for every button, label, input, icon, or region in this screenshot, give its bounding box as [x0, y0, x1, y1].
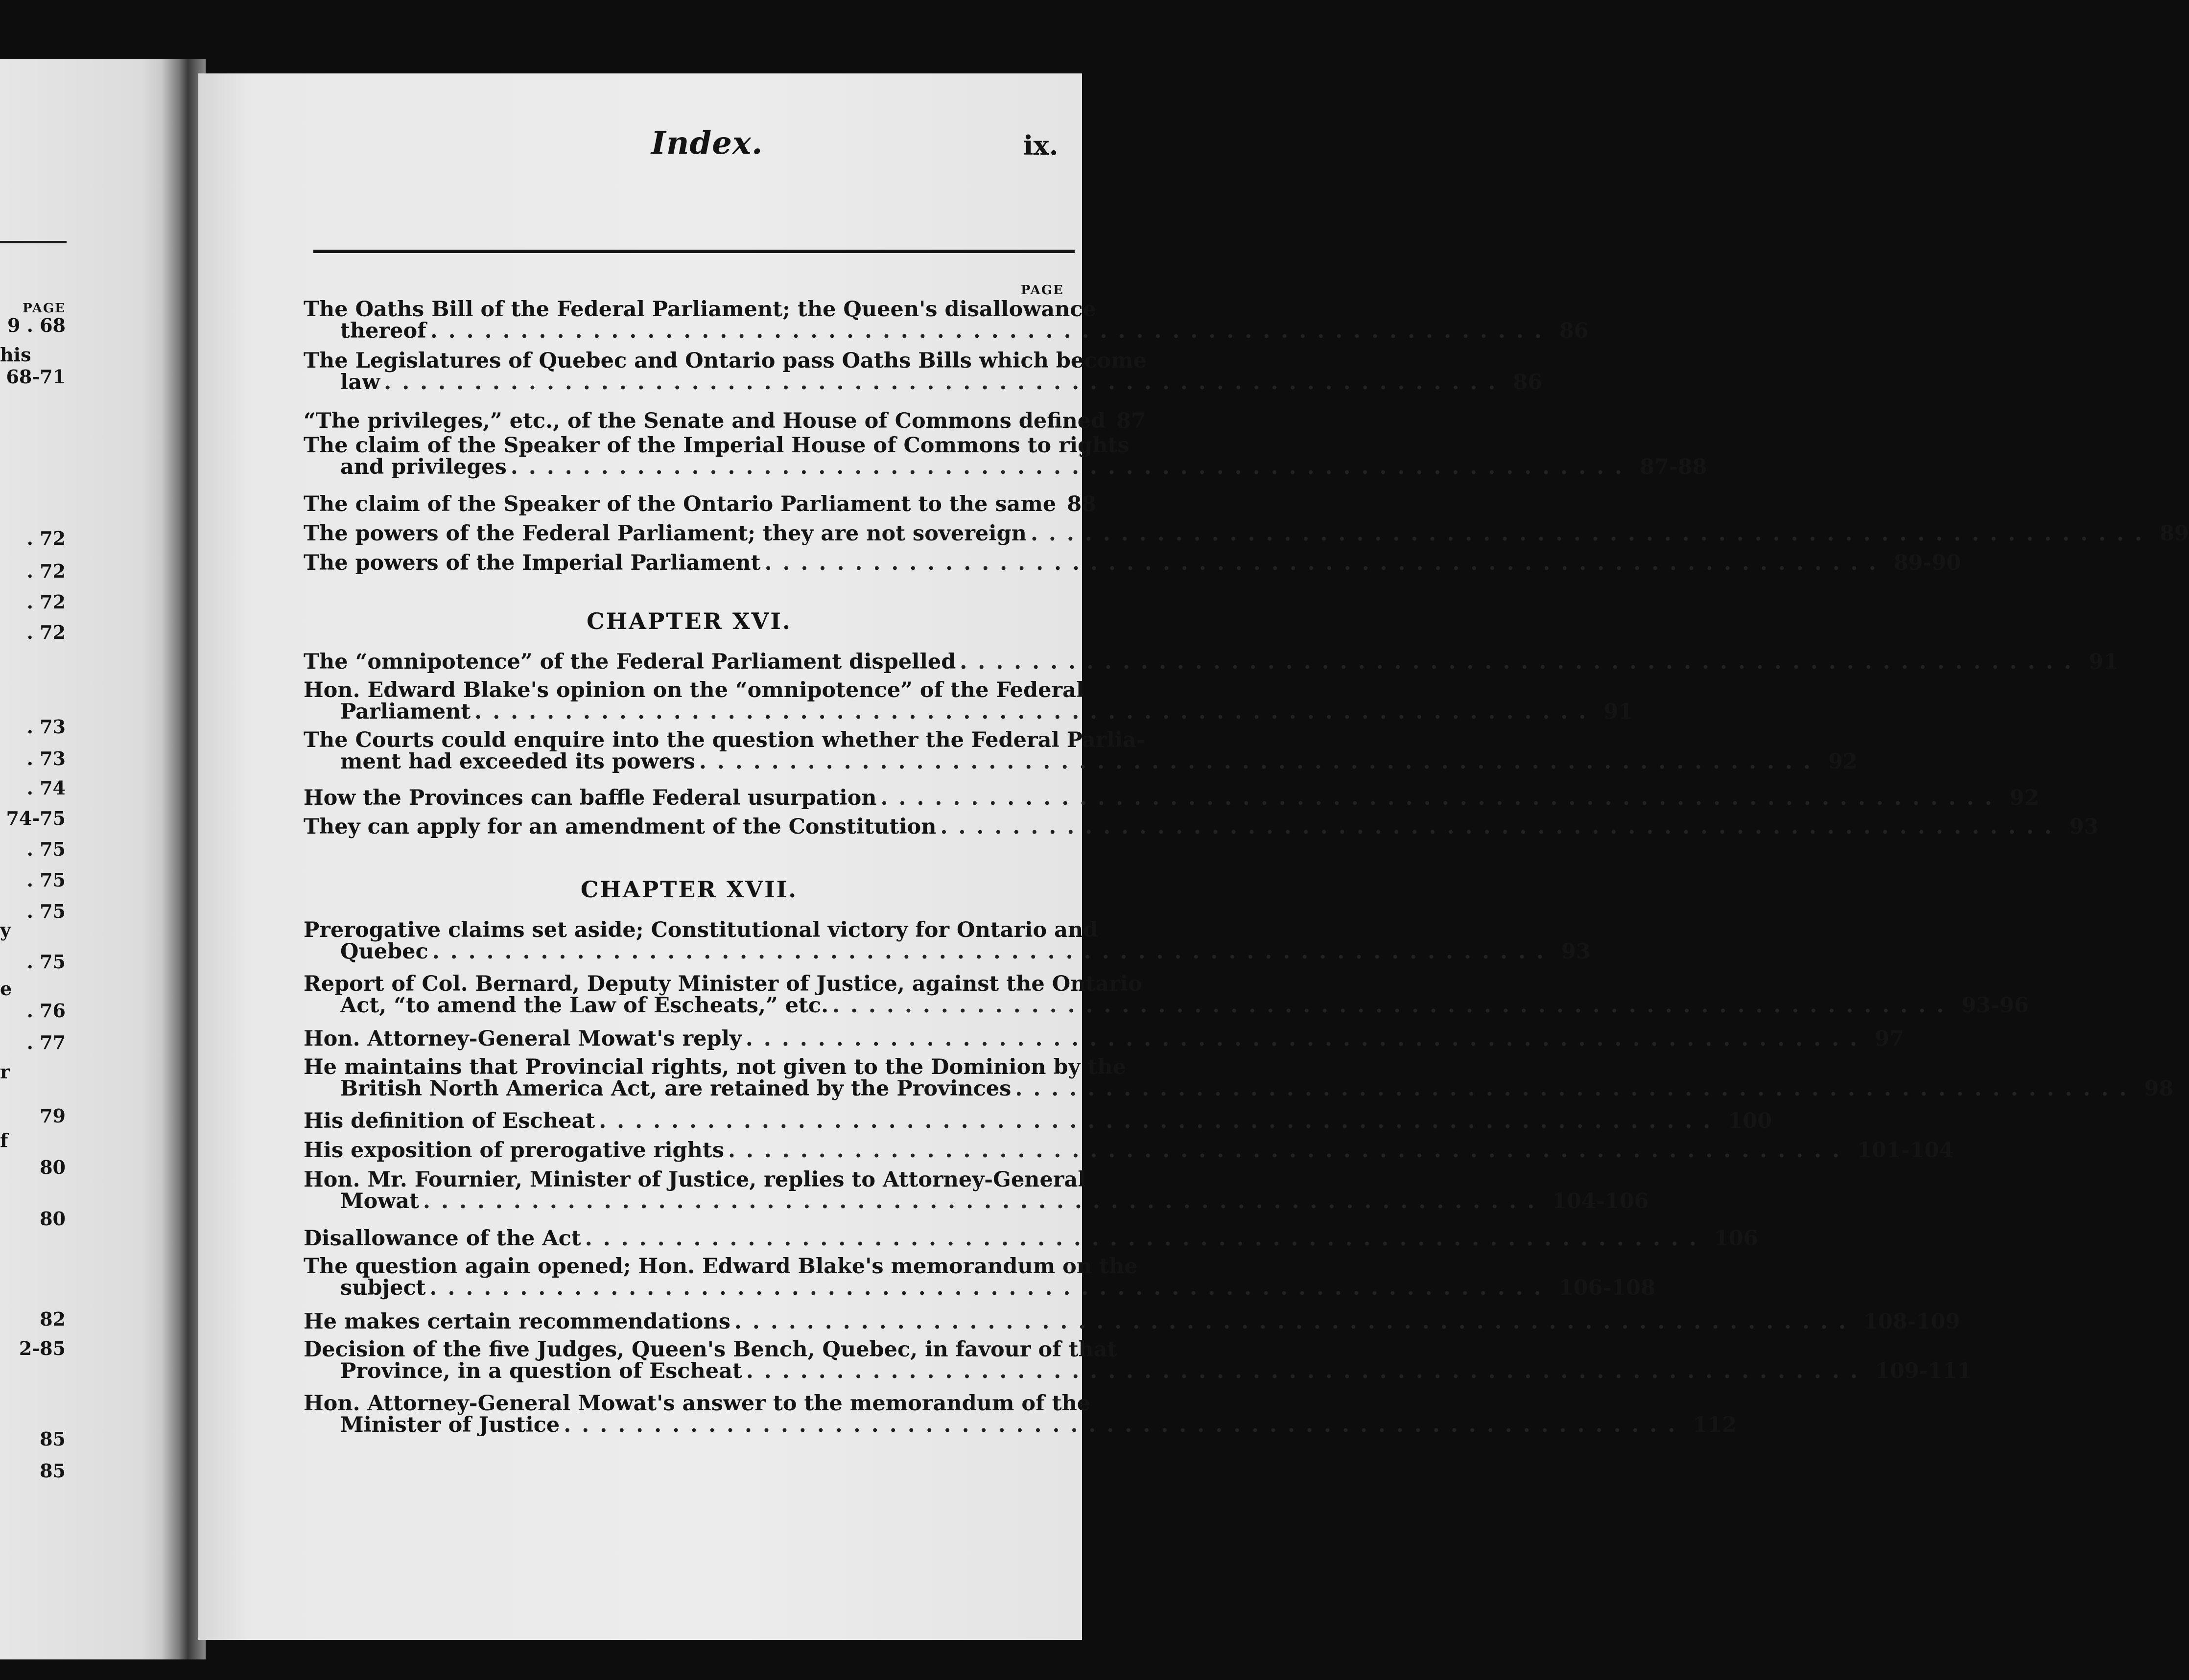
entry-line: “The privileges,” etc., of the Senate and House of Commons defined — [304, 409, 1106, 433]
entry-line: Hon. Attorney-General Mowat's reply — [304, 1027, 742, 1051]
entry-page: 109-111 — [1875, 1359, 1972, 1383]
leader-dots: .............................................................. — [746, 1359, 1868, 1383]
left-page-index-fragments — [0, 59, 69, 1659]
entry-line1: Report of Col. Bernard, Deputy Minister of Justice, against the Ontario — [304, 972, 1142, 996]
index-entry — [304, 1337, 1972, 1383]
leader-dots: .............................................................. — [510, 455, 1633, 479]
entry-line1: The Oaths Bill of the Federal Parliament; the Queen's disallowance — [304, 297, 1096, 322]
entry-line2: subject — [340, 1276, 426, 1300]
entry-line1: He maintains that Provincial rights, not given to the Dominion by the — [304, 1055, 1127, 1079]
leader-dots: .............................................................. — [384, 370, 1506, 395]
entry-page: 86 — [1559, 319, 1589, 343]
entry-line1: Hon. Mr. Fournier, Minister of Justice, replies to Attorney-General — [304, 1167, 1086, 1192]
entry-page: 93 — [2069, 815, 2099, 839]
leader-dots: .............................................................. — [699, 749, 1821, 774]
index-entry — [304, 1167, 1649, 1213]
entry-line1: Hon. Attorney-General Mowat's answer to the memorandum of the — [304, 1391, 1091, 1416]
leader-dots: .............................................................. — [880, 786, 2003, 810]
left-fragment: e — [0, 978, 12, 1000]
chapter-heading-xvii: CHAPTER XVII. — [580, 876, 798, 903]
entry-page: 97 — [1875, 1027, 1904, 1051]
leader-dots: .............................................................. — [764, 551, 1887, 575]
entry-line2: thereof — [340, 319, 426, 343]
left-facing-page — [0, 59, 176, 1659]
leader-dots: .............................................................. — [728, 1138, 1851, 1163]
left-fragment: . 77 — [26, 1031, 66, 1053]
leader-dots: .............................................................. — [734, 1309, 1857, 1334]
left-fragment: . 72 — [26, 527, 66, 549]
left-fragment: . 72 — [26, 560, 66, 582]
index-entry — [304, 1391, 1737, 1437]
index-entry — [304, 815, 2099, 839]
left-fragment: 82 — [40, 1308, 66, 1330]
entry-page: 91 — [2089, 650, 2118, 674]
entry-page: 98 — [2144, 1076, 2174, 1101]
left-fragment: . 75 — [26, 951, 66, 973]
left-fragment: y — [0, 919, 11, 941]
index-entry — [304, 786, 2039, 810]
index-entry — [304, 551, 1961, 575]
left-page-label: PAGE — [23, 301, 66, 316]
left-fragment: . 74 — [26, 777, 66, 799]
left-fragment: . 76 — [26, 1000, 66, 1022]
page-number: ix. — [1023, 130, 1059, 161]
entry-line1: The question again opened; Hon. Edward Blake's memorandum on the — [304, 1254, 1138, 1279]
left-fragment: . 75 — [26, 869, 66, 891]
index-entry — [304, 409, 1146, 433]
entry-line2: Mowat — [340, 1189, 420, 1213]
entry-line2: ment had exceeded its powers — [340, 749, 695, 774]
entry-page: 89 — [2160, 521, 2189, 546]
leader-dots: .............................................................. — [599, 1109, 1721, 1133]
index-entry — [304, 492, 1097, 516]
entry-line: The “omnipotence” of the Federal Parliament dispelled — [304, 650, 956, 674]
left-fragment: 9 . 68 — [7, 314, 66, 336]
index-entry — [304, 1309, 1960, 1334]
leader-dots: .............................................................. — [429, 1276, 1552, 1300]
leader-dots: .............................................................. — [564, 1413, 1686, 1437]
entry-line2: Quebec — [340, 939, 428, 964]
left-fragment: r — [0, 1061, 10, 1083]
header-rule — [313, 250, 1075, 253]
left-fragment: 80 — [40, 1208, 66, 1230]
left-fragment: 85 — [40, 1428, 66, 1450]
entry-line2: Parliament — [340, 700, 471, 724]
entry-line: Disallowance of the Act — [304, 1226, 581, 1251]
index-entry — [304, 1226, 1758, 1251]
entry-line1: Decision of the five Judges, Queen's Bench, Quebec, in favour of that — [304, 1337, 1117, 1362]
index-entry — [304, 1138, 1954, 1163]
chapter-heading-xvi: CHAPTER XVI. — [587, 608, 792, 634]
index-entry — [304, 297, 1589, 343]
leader-dots: .............................................................. — [430, 319, 1553, 343]
entry-line: His definition of Escheat — [304, 1109, 595, 1133]
entry-page: 106-108 — [1558, 1276, 1656, 1300]
entry-line2: Minister of Justice — [340, 1413, 560, 1437]
entry-line2: and privileges — [340, 455, 507, 479]
leader-dots: .............................................................. — [423, 1189, 1546, 1213]
entry-page: 86 — [1513, 370, 1543, 395]
index-entry — [304, 1109, 1772, 1133]
index-entry — [304, 678, 1633, 724]
left-fragment: 68-71 — [6, 366, 66, 388]
left-fragment: 85 — [40, 1460, 66, 1482]
entry-page: 106 — [1714, 1226, 1758, 1251]
entry-line: The powers of the Federal Parliament; they are not sovereign — [304, 521, 1027, 546]
left-fragment: 79 — [40, 1105, 66, 1127]
entry-line: He makes certain recommendations — [304, 1309, 730, 1334]
left-fragment: . 73 — [26, 716, 66, 738]
leader-dots: .............................................................. — [745, 1027, 1868, 1051]
leader-dots: .............................................................. — [832, 993, 1955, 1018]
left-fragment: 80 — [40, 1156, 66, 1178]
index-entry — [304, 1027, 1904, 1051]
leader-dots: .............................................................. — [474, 700, 1597, 724]
entry-page: 108-109 — [1863, 1309, 1960, 1334]
leader-dots: .............................................................. — [940, 815, 2063, 839]
entry-page: 112 — [1693, 1413, 1737, 1437]
entry-line2: Province, in a question of Escheat — [340, 1359, 742, 1383]
entry-page: 88 — [1067, 492, 1097, 516]
leader-dots: .............................................................. — [960, 650, 2082, 674]
leader-dots: .............................................................. — [1030, 521, 2153, 546]
left-fragment: f — [0, 1129, 8, 1151]
entry-page: 92 — [1828, 749, 1858, 774]
entry-line: His exposition of prerogative rights — [304, 1138, 724, 1163]
leader-dots: .............................................................. — [585, 1226, 1707, 1251]
index-entry — [304, 349, 1543, 395]
index-entry — [304, 918, 1591, 964]
entry-line: They can apply for an amendment of the Constitution — [304, 815, 937, 839]
index-entry — [304, 1055, 2174, 1101]
index-entry — [304, 728, 1858, 774]
entry-page: 100 — [1728, 1109, 1772, 1133]
left-fragment: 2-85 — [19, 1337, 66, 1359]
entry-line1: Hon. Edward Blake's opinion on the “omnipotence” of the Federal — [304, 678, 1084, 702]
entry-line1: The Courts could enquire into the question whether the Federal Parlia- — [304, 728, 1145, 752]
index-entry — [304, 521, 2189, 546]
entry-page: 101-104 — [1857, 1138, 1954, 1163]
entry-page: 91 — [1603, 700, 1633, 724]
entry-page: 87-88 — [1640, 455, 1707, 479]
entry-line2: law — [340, 370, 380, 395]
entry-line2: Act, “to amend the Law of Escheats,” etc. — [340, 993, 829, 1018]
entry-page: 93 — [1561, 939, 1591, 964]
leader-dots: .............................................................. — [432, 939, 1554, 964]
entry-line1: The claim of the Speaker of the Imperial House of Commons to rights — [304, 433, 1130, 458]
entry-page: 92 — [2009, 786, 2039, 810]
entry-line: How the Provinces can baffle Federal usurpation — [304, 786, 877, 810]
entry-line1: Prerogative claims set aside; Constitutional victory for Ontario and — [304, 918, 1098, 942]
leader-dots: .............................................................. — [1015, 1076, 2138, 1101]
entry-page: 104-106 — [1552, 1189, 1649, 1213]
entry-page: 93-96 — [1961, 993, 2029, 1018]
index-entry — [304, 1254, 1656, 1300]
entry-page: 87 — [1116, 409, 1146, 433]
entry-line: The powers of the Imperial Parliament — [304, 551, 761, 575]
index-entry — [304, 650, 2118, 674]
entry-line1: The Legislatures of Quebec and Ontario pass Oaths Bills which become — [304, 349, 1147, 373]
left-fragment: . 75 — [26, 900, 66, 922]
entry-line: The claim of the Speaker of the Ontario Parliament to the same — [304, 492, 1057, 516]
left-fragment: . 72 — [26, 591, 66, 613]
left-fragment: . 72 — [26, 621, 66, 643]
entry-line2: British North America Act, are retained by the Provinces — [340, 1076, 1012, 1101]
left-fragment: . 75 — [26, 838, 66, 860]
left-fragment: 74-75 — [6, 807, 66, 829]
page-column-label: PAGE — [1021, 283, 1064, 298]
index-entry — [304, 972, 2029, 1018]
left-fragment: . 73 — [26, 747, 66, 770]
left-fragment: his — [0, 344, 31, 366]
running-head: Index. — [651, 125, 763, 162]
index-entry — [304, 433, 1707, 479]
entry-page: 89-90 — [1893, 551, 1961, 575]
